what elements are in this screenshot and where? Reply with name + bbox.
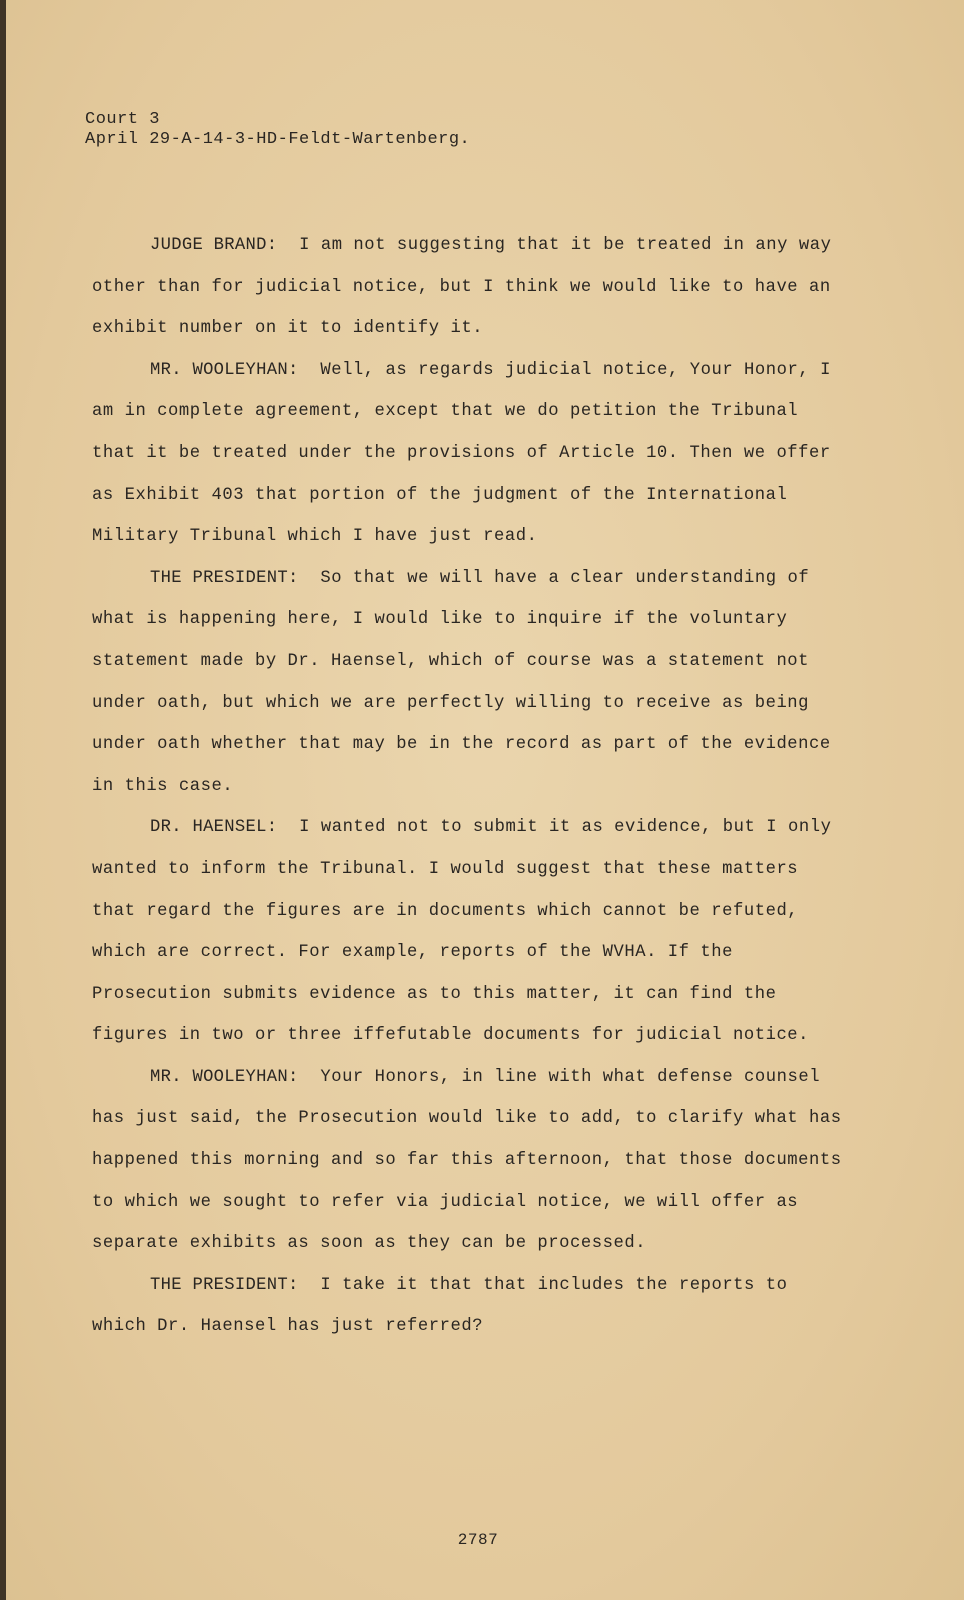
paragraph-the-president [92, 558, 852, 808]
speaker-name: MR. WOOLEYHAN: [150, 1067, 299, 1087]
speech-text: I wanted not to submit it as evidence, but I only wanted to inform the Tribunal. I would suggest that these matters that regard the figures are in documents which cannot be refuted, which are correct. For example, reports of the WVHA. If the Prosecution submits evidence as to this matter, it can find the figures in two or three iffefutable documents for judicial notice. [92, 818, 832, 1046]
speech-text: Well, as regards judicial notice, Your Honor, I am in complete agreement, except that we do petition the Tribunal that it be treated under the provisions of Article 10. Then we offer as Exhibit 403 that portion of the judgment of the International Military Tribunal which I have just read. [92, 360, 831, 547]
speech-text: I take it that that includes the reports to which Dr. Haensel has just referred? [92, 1275, 788, 1337]
speech-text: I am not suggesting that it be treated in any way other than for judicial notice, but I think we would like to have an exhibit number on it to identify it. [92, 236, 832, 339]
page-edge [0, 0, 6, 1600]
court-label: Court 3 [85, 110, 160, 129]
speaker-name: JUDGE BRAND: [150, 236, 278, 255]
speaker-name: DR. HAENSEL: [150, 818, 278, 838]
speech-text: So that we will have a clear understanding of what is happening here, I would like to inquire if the voluntary statement made by Dr. Haensel, which of course was a statement not under oath, but which we are perfectly willing to receive as being under oath whether that may be in the record as part of the evidence in this case. [92, 568, 831, 796]
paragraph-dr-haensel [92, 807, 852, 1057]
paragraph-mr-wooleyhan [92, 1057, 852, 1265]
transcript-body [92, 225, 852, 1348]
speaker-name: THE PRESIDENT: [150, 1275, 299, 1295]
paragraph-judge-brand [92, 225, 852, 350]
speech-text: Your Honors, in line with what defense counsel has just said, the Prosecution would like to add, to clarify what has happened this morning and so far this afternoon, that those documents to which we sought to refer via judicial notice, we will offer as separate exhibits as soon as they can be processed. [92, 1067, 842, 1254]
paragraph-mr-wooleyhan [92, 350, 852, 558]
page-header [85, 110, 470, 150]
speaker-name: MR. WOOLEYHAN: [150, 360, 299, 380]
session-reference: April 29-A-14-3-HD-Feldt-Wartenberg. [85, 130, 471, 149]
speaker-name: THE PRESIDENT: [150, 568, 299, 588]
page-number: 2787 [457, 1531, 499, 1549]
paragraph-the-president [92, 1265, 852, 1348]
